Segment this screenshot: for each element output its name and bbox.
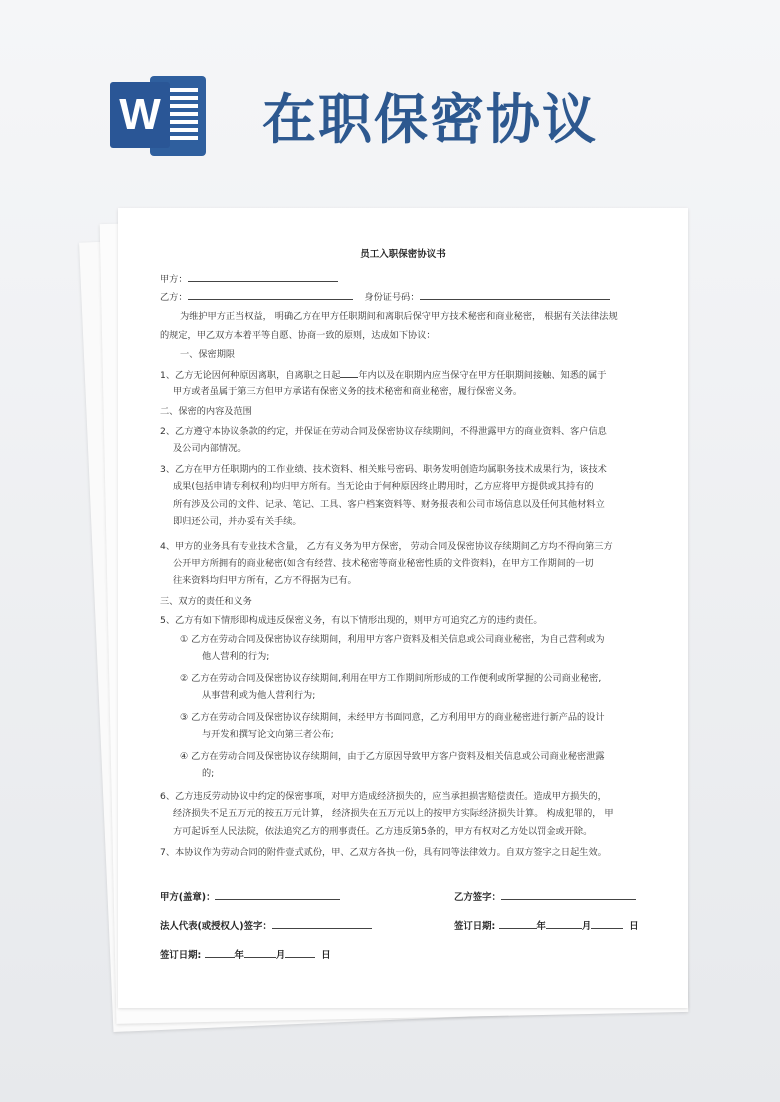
date-party-a-label: 签订日期: <box>160 950 202 961</box>
sign-party-b-label: 乙方签字： <box>454 892 501 903</box>
section-1-heading: 一、保密期限 <box>180 349 236 360</box>
party-b-line <box>160 288 610 307</box>
id-label: 身份证号码： <box>364 292 420 303</box>
date-a-day-blank <box>285 946 315 958</box>
clause-3-line-1: 3、乙方在甲方任职期内的工作业绩、技术资料、相关账号密码、职务发明创造均属职务技术成果行为，该技术 <box>160 464 607 475</box>
sign-party-a-line <box>160 888 340 907</box>
sign-party-b-line <box>454 888 636 907</box>
clause-7-line: 7、本协议作为劳动合同的附件壹式贰份，甲、乙双方各执一份，具有同等法律效力。自双方签字之日起生效。 <box>160 847 607 858</box>
date-a-year-blank <box>205 946 235 958</box>
clause-2-line-2: 及公司内部情况。 <box>173 443 247 454</box>
word-icon <box>110 70 208 160</box>
party-a-label: 甲方： <box>160 274 188 285</box>
party-b-blank <box>188 288 353 300</box>
legal-rep-line <box>160 917 372 936</box>
date-a-month: 月 <box>275 950 286 961</box>
clause-4-line-2: 公开甲方所拥有的商业秘密(如含有经营、技术秘密等商业秘密性质的文件资料)，在甲方工作期间的一切 <box>173 558 594 569</box>
clause-6-line-3: 方可起诉至人民法院，依法追究乙方的刑事责任。乙方违反第5条的，甲方有权对乙方处以罚金或开除。 <box>173 826 593 837</box>
party-b-label: 乙方： <box>160 292 188 303</box>
date-b-year-blank <box>499 917 537 929</box>
date-a-year: 年 <box>234 950 244 961</box>
clause-1-text-a: 1、乙方无论因何种原因离职，自离职之日起 <box>160 370 341 381</box>
document-title: 员工入职保密协议书 <box>360 249 446 260</box>
clause-5-item-3-line-2: 与开发和撰写论文向第三者公布; <box>202 729 334 740</box>
date-party-b-line <box>454 917 639 936</box>
legal-rep-label: 法人代表(或授权人)签字： <box>160 921 272 932</box>
sign-party-a-blank <box>215 888 340 900</box>
clause-4-line-1: 4、甲方的业务具有专业技术含量， 乙方有义务为甲方保密， 劳动合同及保密协议存续期间乙方均不得向第三方 <box>160 541 613 552</box>
intro-line-1: 为维护甲方正当权益， 明确乙方在甲方任职期间和离职后保守甲方技术秘密和商业秘密， 根据有关法律法规 <box>180 311 618 322</box>
clause-5-item-2-line-1: ② 乙方在劳动合同及保密协议存续期间,利用在甲方工作期间所形成的工作便利或所掌握的公司商业秘密, <box>180 673 602 684</box>
date-a-month-blank <box>244 946 276 958</box>
word-icon-letter: W <box>110 82 170 148</box>
date-b-month-blank <box>546 917 582 929</box>
section-2-heading: 二、保密的内容及范围 <box>160 406 252 417</box>
clause-1-line-2: 甲方或者虽属于第三方但甲方承诺有保密义务的技术秘密和商业秘密，履行保密义务。 <box>173 386 523 397</box>
date-a-day: 日 <box>321 950 331 961</box>
clause-5-item-3-line-1: ③ 乙方在劳动合同及保密协议存续期间，未经甲方书面同意，乙方利用甲方的商业秘密进行新产品的设计 <box>180 712 605 723</box>
clause-5-item-1-line-2: 他人营利的行为; <box>202 651 270 662</box>
years-blank <box>340 366 358 378</box>
legal-rep-blank <box>272 917 372 929</box>
intro-line-2: 的规定，甲乙双方本着平等自愿、协商一致的原则，达成如下协议： <box>160 330 436 341</box>
section-3-heading: 三、双方的责任和义务 <box>160 596 252 607</box>
date-b-month: 月 <box>581 921 592 932</box>
clause-5-item-4-line-1: ④ 乙方在劳动合同及保密协议存续期间，由于乙方原因导致甲方客户资料及相关信息或公司商业秘密泄露 <box>180 751 605 762</box>
sign-party-b-blank <box>501 888 636 900</box>
document-body <box>118 208 688 1008</box>
clause-2-line-1: 2、乙方遵守本协议条款的约定，并保证在劳动合同及保密协议存续期间，不得泄露甲方的商业资料、客户信息 <box>160 426 607 437</box>
clause-3-line-2: 成果(包括申请专利权利)均归甲方所有。当无论由于何种原因终止聘用时，乙方应将甲方提供或其持有的 <box>173 481 594 492</box>
party-a-line <box>160 270 338 289</box>
id-blank <box>420 288 610 300</box>
party-a-blank <box>188 270 338 282</box>
clause-3-line-3: 所有涉及公司的文件、记录、笔记、工具、客户档案资料等、财务报表和公司市场信息以及任何其他材料立 <box>173 499 605 510</box>
date-b-year: 年 <box>536 921 546 932</box>
clause-4-line-3: 往来资料均归甲方所有，乙方不得据为已有。 <box>173 575 357 586</box>
date-party-a-line <box>160 946 331 965</box>
date-party-b-label: 签订日期: <box>454 921 496 932</box>
clause-6-line-1: 6、乙方违反劳动协议中约定的保密事项，对甲方造成经济损失的，应当承担损害赔偿责任。造成甲方损失的， <box>160 791 607 802</box>
clause-6-line-2: 经济损失不足五万元的按五万元计算， 经济损失在五万元以上的按甲方实际经济损失计算。 构成犯罪的， 甲 <box>173 808 614 819</box>
clause-5-item-4-line-2: 的; <box>202 768 215 779</box>
sign-party-a-label: 甲方(盖章)： <box>160 892 216 903</box>
date-b-day-blank <box>591 917 623 929</box>
clause-5-line: 5、乙方有如下情形即构成违反保密义务，有以下情形出现的，则甲方可追究乙方的违约责任。 <box>160 615 543 626</box>
page-title: 在职保密协议 <box>262 88 598 151</box>
clause-1-text-b: 年内以及在职期内应当保守在甲方任职期间接触、知悉的属于 <box>358 370 607 381</box>
date-b-day: 日 <box>629 921 639 932</box>
clause-5-item-1-line-1: ① 乙方在劳动合同及保密协议存续期间，利用甲方客户资料及相关信息或公司商业秘密，为自己营利或为 <box>180 634 605 645</box>
clause-5-item-2-line-2: 从事营利或为他人营利行为; <box>202 690 316 701</box>
clause-3-line-4: 即归还公司，并办妥有关手续。 <box>173 516 302 527</box>
